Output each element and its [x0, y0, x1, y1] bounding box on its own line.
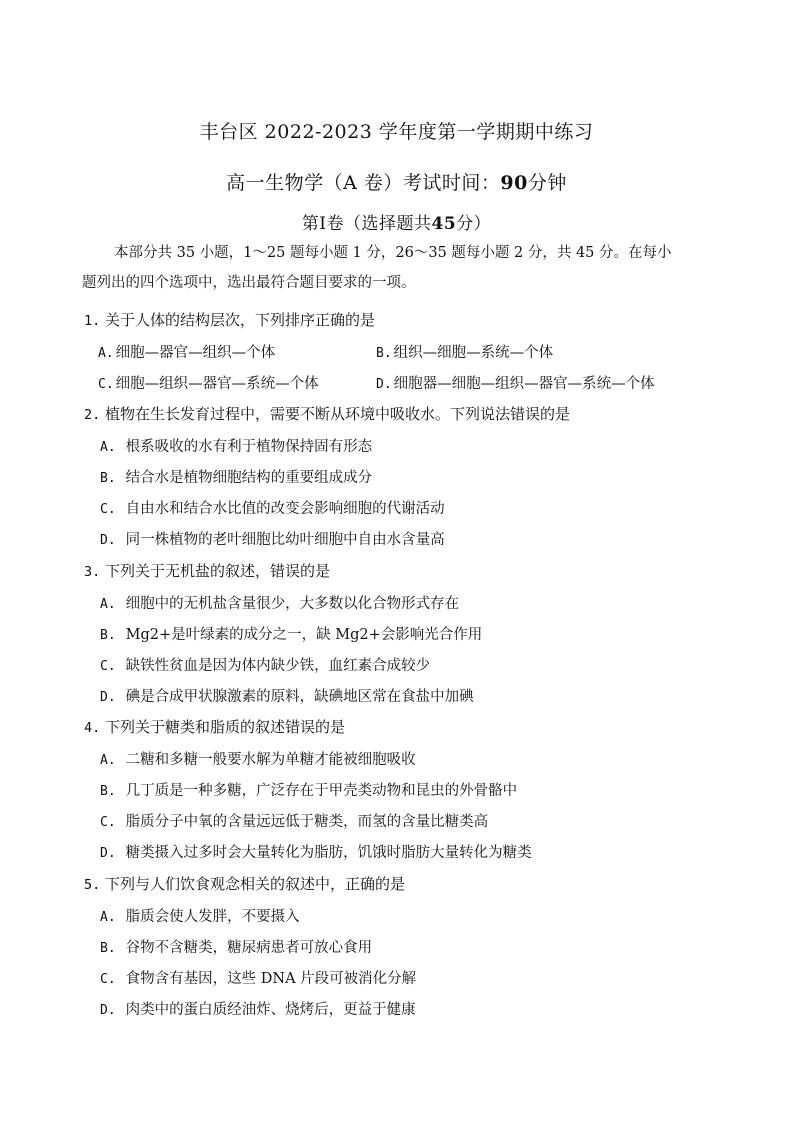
question-5-option-b: B. 谷物不含糖类，糖尿病患者可放心食用 [100, 940, 373, 956]
exam-duration: 90 [500, 172, 528, 194]
question-4-option-b: B. 几丁质是一种多糖，广泛存在于甲壳类动物和昆虫的外骨骼中 [100, 783, 518, 799]
question-4-option-a: A. 二糖和多糖一般要水解为单糖才能被细胞吸收 [100, 752, 416, 768]
question-4-stem: 4. 下列关于糖类和脂质的叙述错误的是 [84, 718, 346, 736]
question-5-option-d: D. 肉类中的蛋白质经油炸、烧烤后，更益于健康 [100, 1002, 416, 1018]
question-1-option-c: C. 细胞—组织—器官—系统—个体 [98, 376, 319, 392]
question-2-option-d: D. 同一株植物的老叶细胞比幼叶细胞中自由水含量高 [100, 532, 445, 548]
question-4-option-d: D. 糖类摄入过多时会大量转化为脂肪，饥饿时脂肪大量转化为糖类 [100, 845, 532, 861]
question-3-option-b: B. Mg2+是叶绿素的成分之一，缺 Mg2+会影响光合作用 [100, 627, 483, 643]
question-1-option-d: D. 细胞器—细胞—组织—器官—系统—个体 [376, 376, 655, 392]
section-heading: 第Ⅰ卷（选择题共45分） [301, 214, 492, 234]
question-4-option-c: C. 脂质分子中氧的含量远远低于糖类，而氢的含量比糖类高 [100, 814, 489, 830]
question-2-option-b: B. 结合水是植物细胞结构的重要组成成分 [100, 470, 373, 486]
question-5-option-c: C. 食物含有基因，这些 DNA 片段可被消化分解 [100, 971, 417, 987]
question-2-stem: 2. 植物在生长发育过程中，需要不断从环境中吸收水。下列说法错误的是 [84, 405, 571, 423]
question-5-option-a: A. 脂质会使人发胖，不要摄入 [100, 909, 300, 925]
question-3-option-a: A. 细胞中的无机盐含量很少，大多数以化合物形式存在 [100, 596, 460, 612]
question-3-stem: 3. 下列关于无机盐的叙述，错误的是 [84, 562, 331, 580]
section-instructions: 本部分共 35 小题，1～25 题每小题 1 分，26～35 题每小题 2 分，共 45 分。在每小 题列出的四个选项中，选出最符合题目要求的一项。 [82, 245, 672, 291]
question-1-option-b: B. 组织—细胞—系统—个体 [376, 345, 554, 361]
question-3-option-c: C. 缺铁性贫血是因为体内缺少铁，血红素合成较少 [100, 658, 431, 674]
question-1-stem: 1. 关于人体的结构层次，下列排序正确的是 [84, 311, 376, 329]
exam-title: 丰台区 2022-2023 学年度第一学期期中练习 [199, 121, 594, 143]
exam-subtitle: 高一生物学（A 卷）考试时间：90分钟 [226, 172, 567, 194]
question-1-option-a: A. 细胞—器官—组织—个体 [98, 345, 276, 361]
question-3-option-d: D. 碘是合成甲状腺激素的原料，缺碘地区常在食盐中加碘 [100, 689, 474, 705]
question-5-stem: 5. 下列与人们饮食观念相关的叙述中，正确的是 [84, 875, 406, 893]
question-2-option-a: A. 根系吸收的水有利于植物保持固有形态 [100, 439, 373, 455]
section-score: 45 [431, 214, 457, 234]
question-2-option-c: C. 自由水和结合水比值的改变会影响细胞的代谢活动 [100, 501, 445, 517]
